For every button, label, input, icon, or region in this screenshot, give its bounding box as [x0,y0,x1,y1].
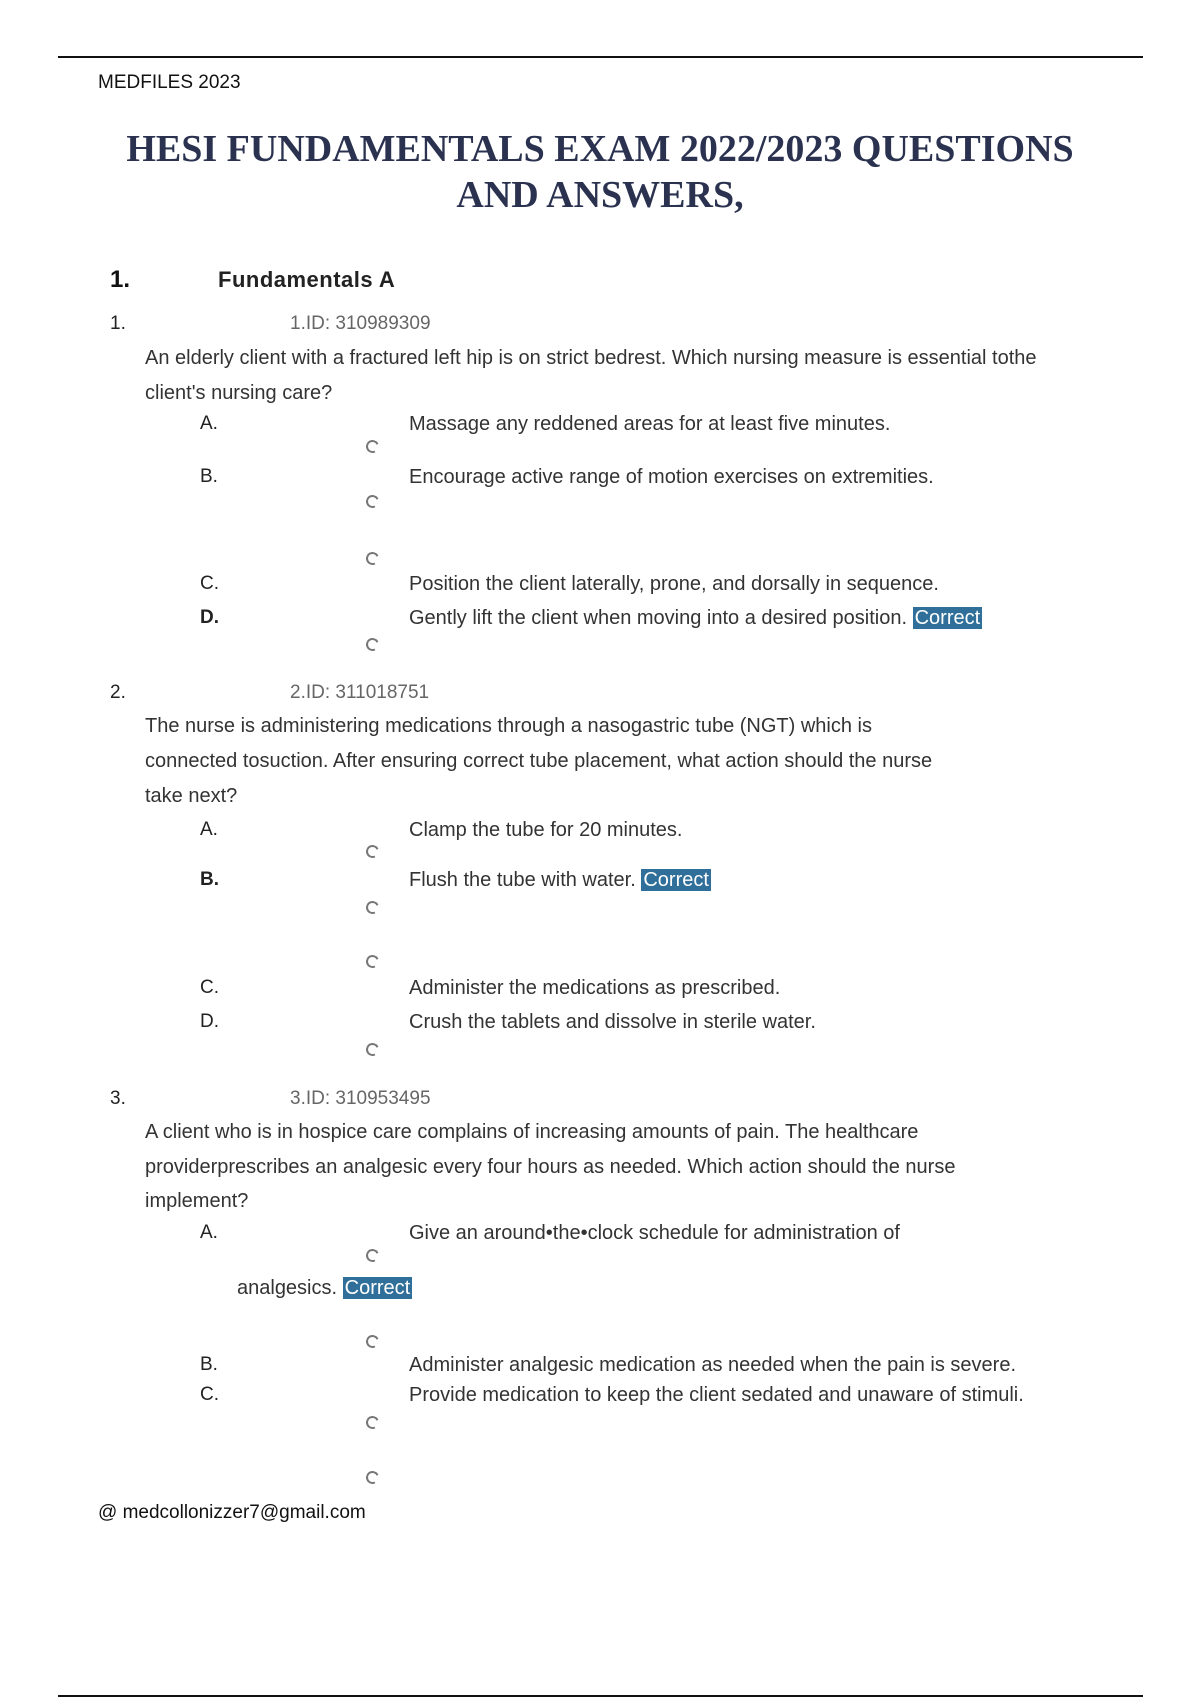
page-title [100,126,1100,218]
radio-button-option-a[interactable] [364,438,381,455]
title-line-2: AND ANSWERS, [456,174,744,216]
question-text-line: The nurse is administering medications through a nasogastric tube (NGT) which is [145,715,872,737]
header-label: MEDFILES 2023 [98,72,241,93]
option-text: Give an around•the•clock schedule for administration of [409,1222,900,1244]
radio-button-option-d[interactable] [364,636,381,653]
correct-badge: Correct [643,869,709,891]
option-text: Position the client laterally, prone, and dorsally in sequence. [409,573,939,595]
radio-button-option-a[interactable] [364,1247,381,1264]
question-id: 2.ID: 311018751 [290,682,430,703]
option-letter: C. [200,977,219,998]
option-text: Clamp the tube for 20 minutes. [409,819,683,841]
question-text-line: implement? [145,1190,249,1212]
option-letter: C. [200,573,219,594]
option-text-correct [237,1277,412,1300]
option-letter: A. [200,413,218,434]
option-letter: B. [200,1354,218,1375]
radio-button-option-c[interactable] [364,1414,381,1431]
question-text-line: take next? [145,785,238,807]
footer-email: @ medcollonizzer7@gmail.com [98,1502,366,1523]
option-letter: A. [200,1222,218,1243]
option-letter: C. [200,1384,219,1405]
option-text: Administer analgesic medication as needed when the pain is severe. [409,1354,1017,1376]
bottom-divider [58,1695,1143,1697]
question-id: 1.ID: 310989309 [290,313,431,334]
radio-button-option-b[interactable] [364,899,381,916]
radio-button-option-b[interactable] [364,493,381,510]
option-text-correct [409,607,982,630]
option-text-correct [409,869,711,892]
section-title: Fundamentals A [218,267,396,292]
option-text: Provide medication to keep the client sedated and unaware of stimuli. [409,1384,1024,1406]
option-letter: B. [200,466,218,487]
radio-button-option-extra[interactable] [364,1469,381,1486]
option-text: Encourage active range of motion exercises on extremities. [409,466,934,488]
option-text: Massage any reddened areas for at least five minutes. [409,413,891,435]
option-letter: D. [200,1011,219,1032]
option-text: Crush the tablets and dissolve in sterile water. [409,1011,816,1033]
radio-button-option-a[interactable] [364,843,381,860]
radio-button-option-b[interactable] [364,1333,381,1350]
question-number: 1. [110,313,126,334]
top-divider [58,56,1143,58]
option-text: Flush the tube with water. [409,869,636,891]
question-text-line: providerprescribes an analgesic every four hours as needed. Which action should the nurse [145,1156,956,1178]
question-text-line: A client who is in hospice care complains of increasing amounts of pain. The healthcare [145,1121,919,1143]
option-letter: B. [200,869,219,890]
correct-badge: Correct [344,1277,411,1299]
option-letter: A. [200,819,218,840]
option-text: Gently lift the client when moving into a desired position. [409,607,908,629]
section-number: 1. [110,266,131,293]
title-line-1: HESI FUNDAMENTALS EXAM 2022/2023 QUESTIONS [126,128,1074,170]
question-number: 3. [110,1088,126,1109]
option-text: Administer the medications as prescribed. [409,977,781,999]
question-id: 3.ID: 310953495 [290,1088,431,1109]
radio-button-option-d[interactable] [364,1041,381,1058]
radio-button-option-c[interactable] [364,953,381,970]
question-text: An elderly client with a fractured left hip is on strict bedrest. Which nursing measure is essential tothe client's nursing care? [145,347,1037,404]
question-number: 2. [110,682,126,703]
option-continuation: analgesics. [237,1277,338,1299]
correct-badge: Correct [914,607,981,629]
radio-button-option-c[interactable] [364,550,381,567]
option-letter: D. [200,607,219,628]
question-text-line: connected tosuction. After ensuring correct tube placement, what action should the nurse [145,750,933,772]
